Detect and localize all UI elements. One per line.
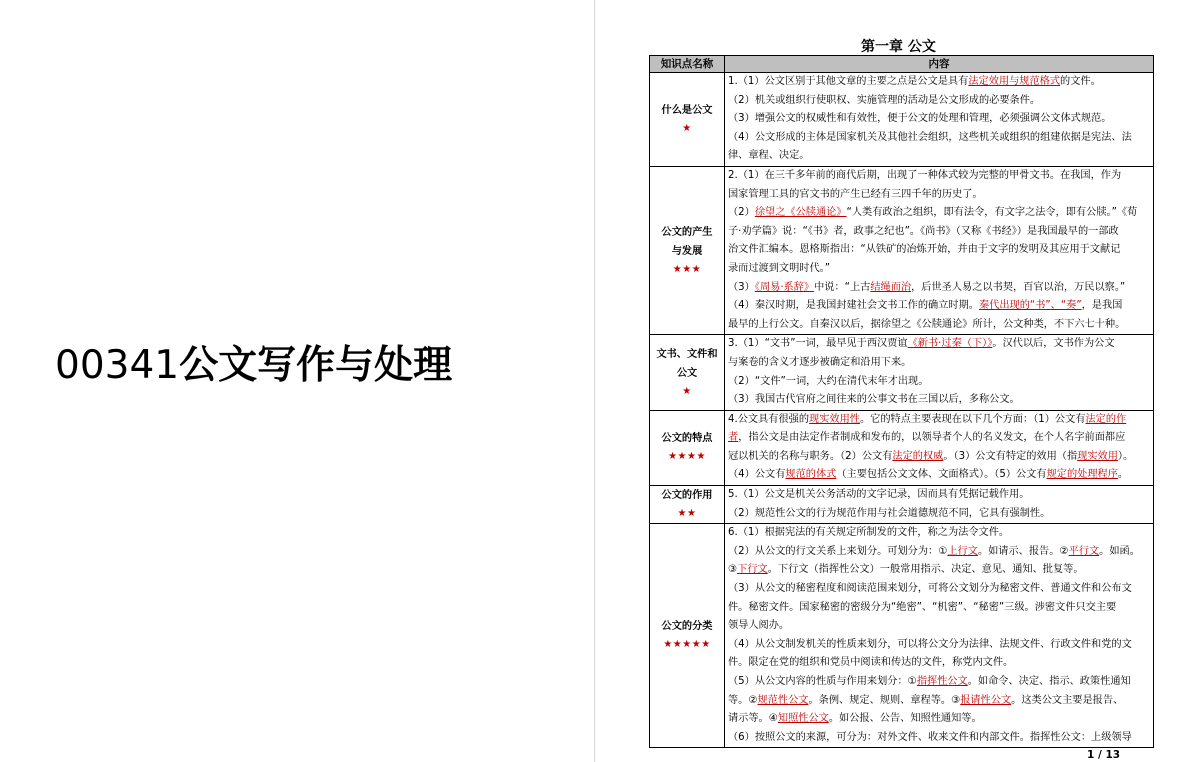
content-text: 与案卷的含义才逐步被确定和沿用下来。	[728, 356, 912, 368]
content-line	[728, 654, 1151, 673]
content-text: 。汉代以后，文书作为公文	[992, 338, 1115, 350]
content-line	[728, 617, 1151, 636]
content-text: （2）机关或组织行使职权、实施管理的活动是公文形成的必要条件。	[728, 94, 1041, 106]
content-text: 。如公报、公告、知照性通知等。	[828, 713, 982, 725]
content-text: 领导人阅办。	[728, 620, 790, 632]
highlighted-term: 秦代出现的“书”、“奏”	[978, 300, 1082, 312]
content-page	[595, 0, 1185, 762]
importance-stars: ★	[682, 122, 692, 134]
highlighted-term: 下行文	[737, 564, 768, 576]
content-text: ，是我国	[1081, 300, 1123, 312]
content-text: （6）按照公文的来源，可分为：对外文件、收来文件和内部文件。指挥性公文：上级领导	[728, 731, 1132, 743]
highlighted-term: 《新书·过秦（下）》	[907, 338, 993, 350]
content-line	[728, 297, 1151, 316]
content-text: 子·劝学篇》说：“《书》者，政事之纪也”。《尚书》（又称《书经》）是我国最早的一部政	[728, 225, 1119, 237]
content-text: 国家管理工具的官文书的产生已经有三四千年的历史了。	[728, 188, 983, 200]
highlighted-term: 报请性公文	[960, 694, 1012, 706]
knowledge-name-cell	[650, 524, 725, 748]
content-text: 。这类公文主要是报告、	[1011, 694, 1124, 706]
content-text: 件。限定在党的组织和党员中阅读和传达的文件，称党内文件。	[728, 657, 1014, 669]
content-line	[728, 729, 1151, 748]
cover-title	[55, 334, 452, 390]
highlighted-term: 者	[728, 432, 739, 444]
table-row	[650, 410, 1154, 485]
knowledge-name: 公文的产生	[661, 226, 713, 238]
content-line	[728, 92, 1151, 111]
content-text: 治文件汇编本。恩格斯指出：“从铁矿的冶炼开始，并由于文字的发明及其应用于文献记	[728, 244, 1121, 256]
content-line	[728, 73, 1151, 92]
highlighted-term: 规范性公文	[757, 694, 809, 706]
content-line	[728, 223, 1151, 242]
highlighted-term: 知照性公文	[777, 713, 829, 725]
knowledge-table	[649, 55, 1154, 748]
chapter-title: 第一章 公文	[861, 39, 936, 55]
knowledge-name-cell	[650, 166, 725, 334]
highlighted-term: 现实效用性	[809, 413, 860, 425]
content-line	[728, 186, 1151, 205]
content-text: （主要包括公文文体、文面格式）。（5）公文有	[836, 469, 1047, 481]
highlighted-term: 法定效用与规范格式	[968, 76, 1061, 87]
table-body	[650, 73, 1154, 748]
header-content: 内容	[725, 56, 1154, 73]
content-text: 。如函。	[1099, 545, 1140, 557]
content-line	[728, 599, 1151, 618]
content-text: 录而过渡到文明时代。”	[728, 262, 831, 274]
knowledge-name: 文书、文件和	[656, 348, 718, 360]
content-text: 。下行文（指挥性公文）一般常用指示、决定、意见、通知、批复等。	[767, 564, 1084, 576]
highlighted-term: 法定的作	[1085, 413, 1127, 425]
content-text: （4）公文有	[728, 469, 786, 481]
content-text: 。它的特点主要表现在以下几个方面：（1）公文有	[859, 413, 1086, 425]
content-text: （4）公文形成的主体是国家机关及其他社会组织，这些机关或组织的组建依据是宪法、法	[728, 131, 1132, 143]
highlighted-term: 上行文	[947, 545, 978, 557]
content-line	[728, 636, 1151, 655]
content-text: 。如请示、报告。②	[977, 545, 1069, 557]
importance-stars: ★	[682, 385, 692, 397]
content-text: （2）	[728, 207, 755, 219]
header-name: 知识点名称	[650, 56, 725, 73]
content-text: “人类有政治之组织，即有法令，有文字之法令，即有公牍。”《荀	[846, 207, 1138, 219]
table-header-row	[650, 56, 1154, 73]
content-line	[728, 561, 1151, 580]
content-line	[728, 543, 1151, 562]
content-cell	[725, 335, 1154, 410]
content-line	[728, 373, 1151, 392]
highlighted-term: 《周易·系辞》	[754, 281, 815, 293]
course-code: 00341	[55, 343, 180, 388]
highlighted-term: 法定的权威	[892, 450, 944, 462]
highlighted-term: 规定的处理程序	[1046, 469, 1118, 481]
content-text: 请示等。④	[728, 713, 778, 725]
highlighted-term: 指挥性公文	[916, 676, 968, 687]
content-line	[728, 710, 1151, 729]
content-cell	[725, 166, 1154, 334]
content-line	[728, 429, 1151, 448]
highlighted-term: 平行文	[1068, 545, 1100, 557]
content-text: （4）从公文制发机关的性质来划分，可以将公文分为法律、法规文件、行政文件和党的文	[728, 638, 1132, 650]
content-line	[728, 466, 1151, 485]
content-line	[728, 354, 1151, 373]
page-number: 1 / 13	[1087, 749, 1121, 761]
content-cell	[725, 524, 1154, 748]
content-text: 中说：“上古	[814, 281, 871, 293]
content-line	[728, 316, 1151, 335]
content-line	[728, 241, 1151, 260]
content-cell	[725, 486, 1154, 524]
table-row	[650, 524, 1154, 748]
content-text: 最早的上行公文。自秦汉以后，据徐望之《公牍通论》所计，公文种类，不下六七十种。	[728, 318, 1126, 330]
table-row	[650, 73, 1154, 167]
content-line	[728, 167, 1151, 186]
table-row	[650, 335, 1154, 410]
knowledge-name: 与发展	[671, 245, 703, 257]
content-line	[728, 505, 1151, 524]
content-line	[728, 448, 1151, 467]
content-line	[728, 391, 1151, 410]
content-text: （4）秦汉时期，是我国封建社会文书工作的确立时期。	[728, 300, 979, 312]
content-line	[728, 279, 1151, 298]
content-text: （3）我国古代官府之间往来的公事文书在三国以后，多称公文。	[728, 394, 1020, 406]
content-line	[728, 524, 1151, 543]
knowledge-name: 什么是公文	[661, 104, 713, 116]
importance-stars: ★★	[677, 508, 697, 520]
content-line	[728, 411, 1151, 430]
content-text: （2）从公文的行文关系上来划分。可划分为：①	[728, 545, 948, 557]
content-line	[728, 147, 1151, 166]
content-text: ③	[728, 564, 738, 576]
content-line	[728, 673, 1151, 692]
content-text: 3.（1）“文书”一词，最早见于西汉贾谊	[728, 338, 908, 350]
content-text: ）。	[1117, 450, 1134, 462]
content-text: （5）从公文内容的性质与作用来划分：①	[728, 676, 917, 687]
content-cell	[725, 73, 1154, 167]
content-text: ，指公文是由法定作者制成和发布的，以领导者个人的名义发文，在个人名字前面都应	[738, 432, 1126, 444]
content-line	[728, 204, 1151, 223]
course-name: 公文写作与处理	[179, 343, 453, 388]
content-text: 1.（1）公文区别于其他文章的主要之点是公文是具有	[728, 76, 969, 87]
content-cell	[725, 410, 1154, 485]
knowledge-name-cell	[650, 335, 725, 410]
content-text: 。如命令、决定、指示、政策性通知	[967, 676, 1131, 687]
content-text: ，后世圣人易之以书契，百官以治，万民以察。”	[911, 281, 1126, 293]
knowledge-name-cell	[650, 486, 725, 524]
content-text: （3）从公文的秘密程度和阅读范围来划分，可将公文划分为秘密文件、普通文件和公布文	[728, 583, 1132, 595]
importance-stars: ★★★★	[668, 451, 706, 463]
knowledge-name-cell	[650, 410, 725, 485]
content-text: （2）规范性公文的行为规范作用与社会道德规范不同，它具有强制性。	[728, 507, 1051, 519]
content-text: 的文件。	[1060, 76, 1101, 87]
content-line	[728, 580, 1151, 599]
highlighted-term: 规范的体式	[785, 469, 837, 481]
highlighted-term: 徐望之《公牍通论》	[754, 207, 847, 219]
highlighted-term: 现实效用	[1077, 450, 1118, 462]
knowledge-name-cell	[650, 73, 725, 167]
importance-stars: ★★★★★	[663, 639, 711, 651]
content-line	[728, 486, 1151, 505]
content-line	[728, 129, 1151, 148]
table-row	[650, 486, 1154, 524]
knowledge-name: 公文的特点	[661, 433, 713, 445]
knowledge-name: 公文	[676, 367, 698, 379]
content-text: 。（3）公文有特定的效用（指	[943, 450, 1078, 462]
content-text: 律、章程、决定。	[728, 150, 810, 162]
knowledge-name: 公文的作用	[661, 490, 713, 502]
table-row	[650, 166, 1154, 334]
content-line	[728, 110, 1151, 129]
content-text: 6.（1）根据宪法的有关规定所制发的文件，称之为法令文件。	[728, 527, 1010, 539]
content-text: 5.（1）公文是机关公务活动的文字记录，因而具有凭据记载作用。	[728, 489, 1030, 501]
content-line	[728, 260, 1151, 279]
content-text: （2）“文件”一词，大约在清代末年才出现。	[728, 375, 929, 387]
content-text: 等。②	[728, 694, 758, 706]
content-text: 2.（1）在三千多年前的商代后期，出现了一种体式较为完整的甲骨文书。在我国，作为	[728, 169, 1122, 181]
content-text: （3）	[728, 281, 755, 293]
content-text: 4.公文具有很强的	[728, 413, 810, 425]
content-text: 件。秘密文件。国家秘密的密级分为“绝密”、“机密”、“秘密”三级。涉密文件只交主要	[728, 601, 1117, 613]
highlighted-term: 结绳而治	[870, 281, 912, 293]
content-text: 。	[1117, 469, 1129, 481]
content-text: 。条例、规定、规则、章程等。③	[808, 694, 961, 706]
content-line	[728, 692, 1151, 711]
content-text: （3）增强公文的权威性和有效性，便于公文的处理和管理，必须强调公文体式规范。	[728, 113, 1112, 125]
importance-stars: ★★★	[672, 263, 702, 275]
content-line	[728, 335, 1151, 354]
knowledge-name: 公文的分类	[661, 621, 713, 633]
content-text: 冠以机关的名称与职务。（2）公文有	[728, 450, 893, 462]
